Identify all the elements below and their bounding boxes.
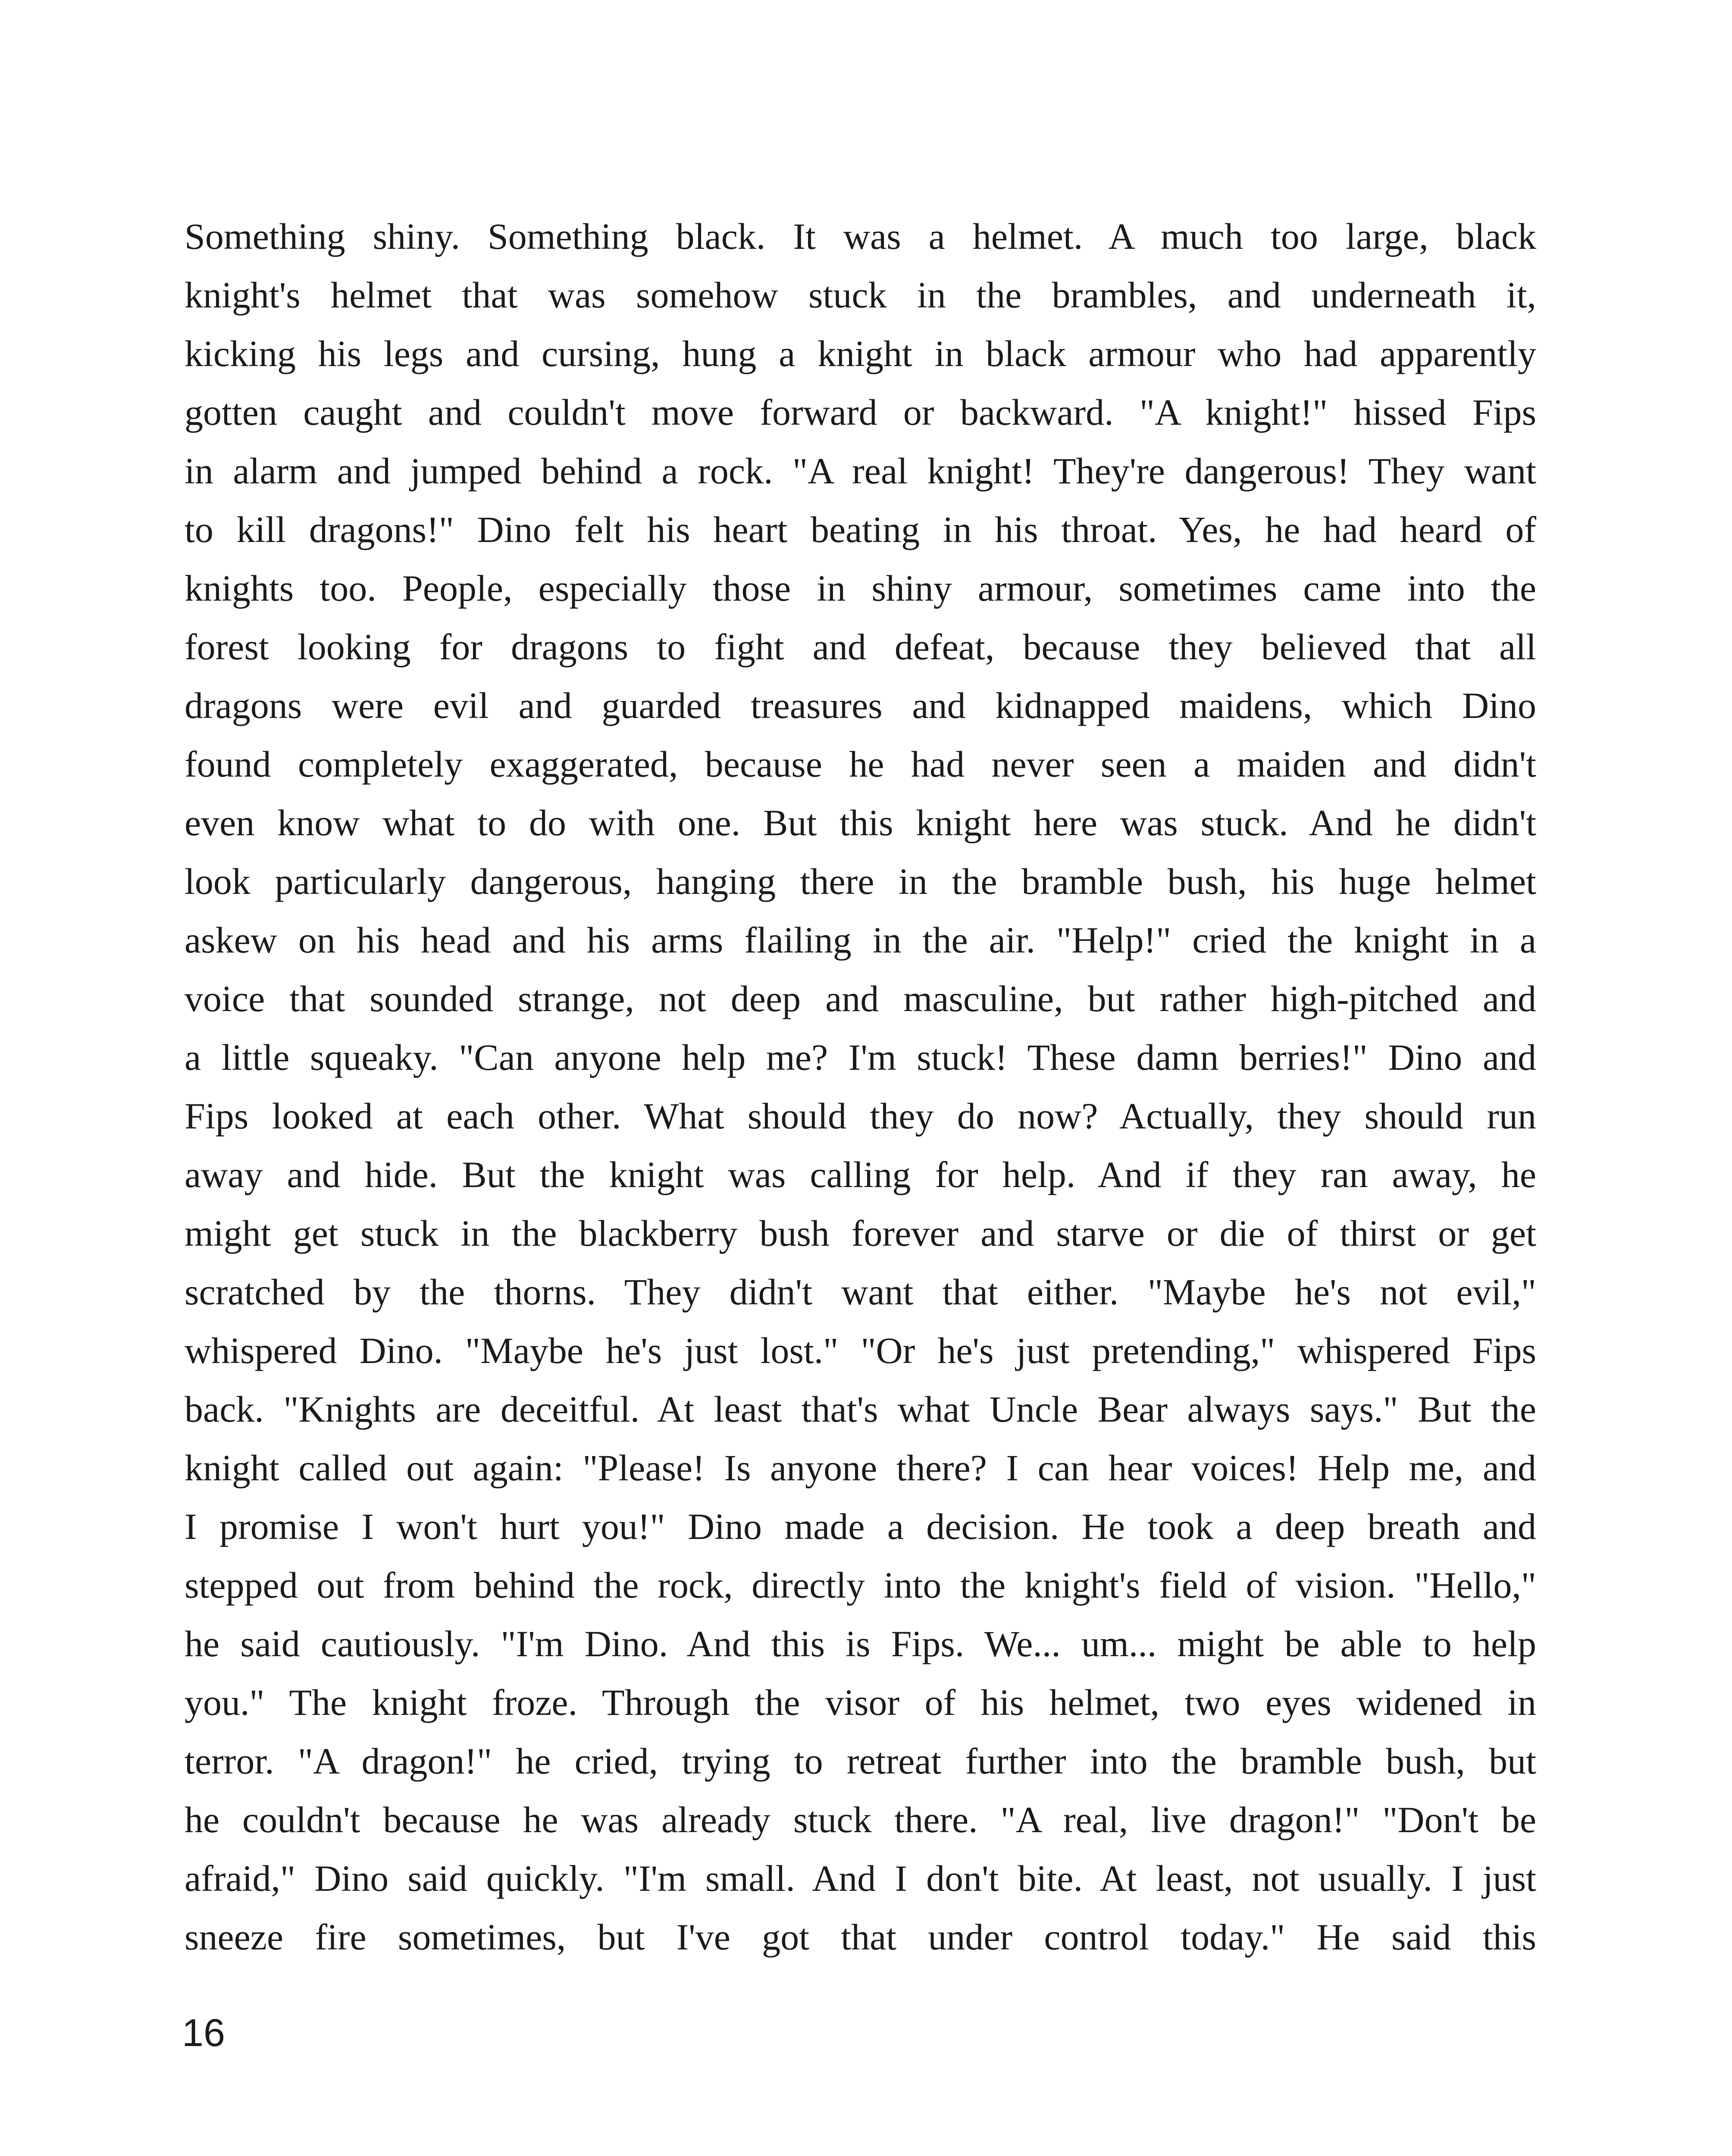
text-line: back. "Knights are deceitful. At least that's what Uncle Bear always says." But the xyxy=(185,1388,1536,1430)
text-line: forest looking for dragons to fight and defeat, because they believed that all xyxy=(185,626,1536,667)
text-line: he couldn't because he was already stuck there. "A real, live dragon!" "Don't be xyxy=(185,1799,1536,1840)
text-line: knights too. People, especially those in shiny armour, sometimes came into the xyxy=(185,567,1536,609)
text-line: Fips looked at each other. What should they do now? Actually, they should run xyxy=(185,1095,1536,1137)
text-line: in alarm and jumped behind a rock. "A real knight! They're dangerous! They want xyxy=(185,450,1536,492)
text-line: afraid," Dino said quickly. "I'm small. And I don't bite. At least, not usually. I just xyxy=(185,1858,1536,1899)
text-line: sneeze fire sometimes, but I've got that under control today." He said this xyxy=(185,1916,1536,1958)
body-text xyxy=(185,207,1536,1966)
text-line: Something shiny. Something black. It was a helmet. A much too large, black xyxy=(185,216,1536,257)
text-line: away and hide. But the knight was calling for help. And if they ran away, he xyxy=(185,1154,1536,1195)
text-line: knight called out again: "Please! Is anyone there? I can hear voices! Help me, and xyxy=(185,1447,1536,1489)
text-line: askew on his head and his arms flailing in the air. "Help!" cried the knight in a xyxy=(185,919,1536,961)
text-line: a little squeaky. "Can anyone help me? I'm stuck! These damn berries!" Dino and xyxy=(185,1037,1536,1078)
text-line: might get stuck in the blackberry bush forever and starve or die of thirst or get xyxy=(185,1213,1536,1254)
text-line: scratched by the thorns. They didn't want that either. "Maybe he's not evil," xyxy=(185,1271,1536,1313)
text-line: he said cautiously. "I'm Dino. And this is Fips. We... um... might be able to help xyxy=(185,1623,1536,1664)
text-line: to kill dragons!" Dino felt his heart beating in his throat. Yes, he had heard of xyxy=(185,509,1536,550)
text-line: found completely exaggerated, because he had never seen a maiden and didn't xyxy=(185,743,1536,785)
text-line: whispered Dino. "Maybe he's just lost." "Or he's just pretending," whispered Fips xyxy=(185,1330,1536,1371)
text-line: stepped out from behind the rock, directly into the knight's field of vision. "Hello," xyxy=(185,1564,1536,1606)
page-number: 16 xyxy=(182,2012,226,2055)
text-line: even know what to do with one. But this knight here was stuck. And he didn't xyxy=(185,802,1536,843)
text-line: I promise I won't hurt you!" Dino made a decision. He took a deep breath and xyxy=(185,1506,1536,1547)
text-line: dragons were evil and guarded treasures and kidnapped maidens, which Dino xyxy=(185,685,1536,726)
text-line: you." The knight froze. Through the visor of his helmet, two eyes widened in xyxy=(185,1682,1536,1723)
text-line: look particularly dangerous, hanging there in the bramble bush, his huge helmet xyxy=(185,861,1536,902)
text-line: kicking his legs and cursing, hung a knight in black armour who had apparently xyxy=(185,333,1536,374)
text-line: gotten caught and couldn't move forward or backward. "A knight!" hissed Fips xyxy=(185,392,1536,433)
text-line: terror. "A dragon!" he cried, trying to retreat further into the bramble bush, but xyxy=(185,1740,1536,1782)
text-line: voice that sounded strange, not deep and masculine, but rather high-pitched and xyxy=(185,978,1536,1019)
text-line: knight's helmet that was somehow stuck in the brambles, and underneath it, xyxy=(185,274,1536,316)
